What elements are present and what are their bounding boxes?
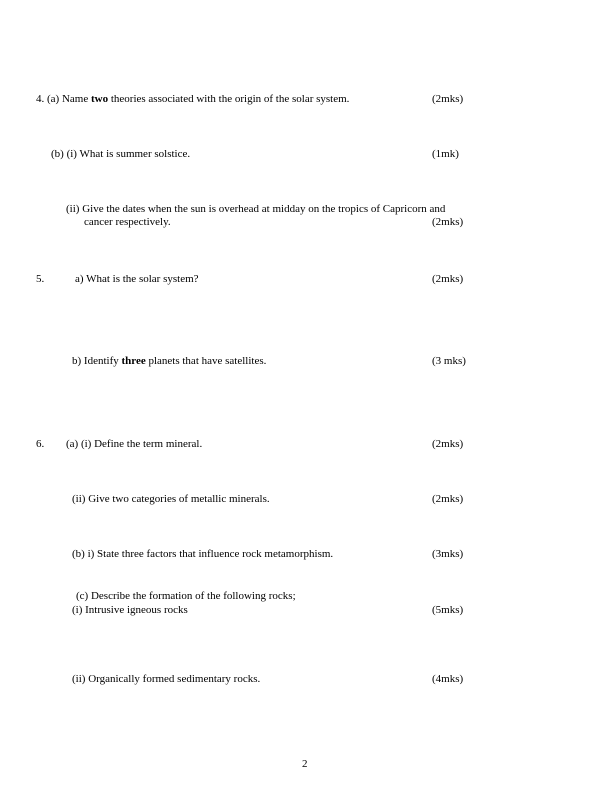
q5b-text bbox=[72, 355, 266, 368]
q6bi-text: (b) i) State three factors that influence rock metamorphism. bbox=[72, 548, 334, 560]
q6bi-marks: (3mks) bbox=[432, 548, 464, 560]
q4bii-marks: (2mks) bbox=[432, 216, 464, 228]
q6cii-text: (ii) Organically formed sedimentary rocks. bbox=[72, 673, 261, 685]
q4bii-line1: (ii) Give the dates when the sun is overhead at midday on the tropics of Capricorn and bbox=[66, 203, 446, 215]
q5a-marks: (2mks) bbox=[432, 273, 464, 285]
q6ai-text: (a) (i) Define the term mineral. bbox=[66, 438, 203, 450]
q4a-text bbox=[36, 93, 349, 106]
q6-number: 6. bbox=[36, 438, 45, 450]
q6aii-marks: (2mks) bbox=[432, 493, 464, 505]
q5b-post: planets that have satellites. bbox=[145, 355, 267, 367]
q5b-marks: (3 mks) bbox=[432, 355, 466, 367]
q4bi-marks: (1mk) bbox=[432, 148, 459, 160]
q5-number: 5. bbox=[36, 273, 45, 285]
q5a-text: a) What is the solar system? bbox=[75, 273, 199, 285]
q4a-marks: (2mks) bbox=[432, 93, 464, 105]
q4a-bold: two bbox=[90, 93, 109, 105]
q6cii-marks: (4mks) bbox=[432, 673, 464, 685]
q4a-post: theories associated with the origin of the solar system. bbox=[108, 93, 350, 105]
page-number: 2 bbox=[302, 758, 308, 770]
q6aii-text: (ii) Give two categories of metallic minerals. bbox=[72, 493, 270, 505]
q4bii-line2: cancer respectively. bbox=[84, 216, 171, 228]
q6c-intro: (c) Describe the formation of the following rocks; bbox=[76, 590, 296, 602]
q5b-pre: b) Identify bbox=[72, 355, 122, 367]
q6ci-text: (i) Intrusive igneous rocks bbox=[72, 604, 188, 616]
q5b-bold: three bbox=[121, 355, 146, 367]
q4a-pre: 4. (a) Name bbox=[36, 93, 91, 105]
q4bi-text: (b) (i) What is summer solstice. bbox=[51, 148, 191, 160]
q6ci-marks: (5mks) bbox=[432, 604, 464, 616]
q6ai-marks: (2mks) bbox=[432, 438, 464, 450]
